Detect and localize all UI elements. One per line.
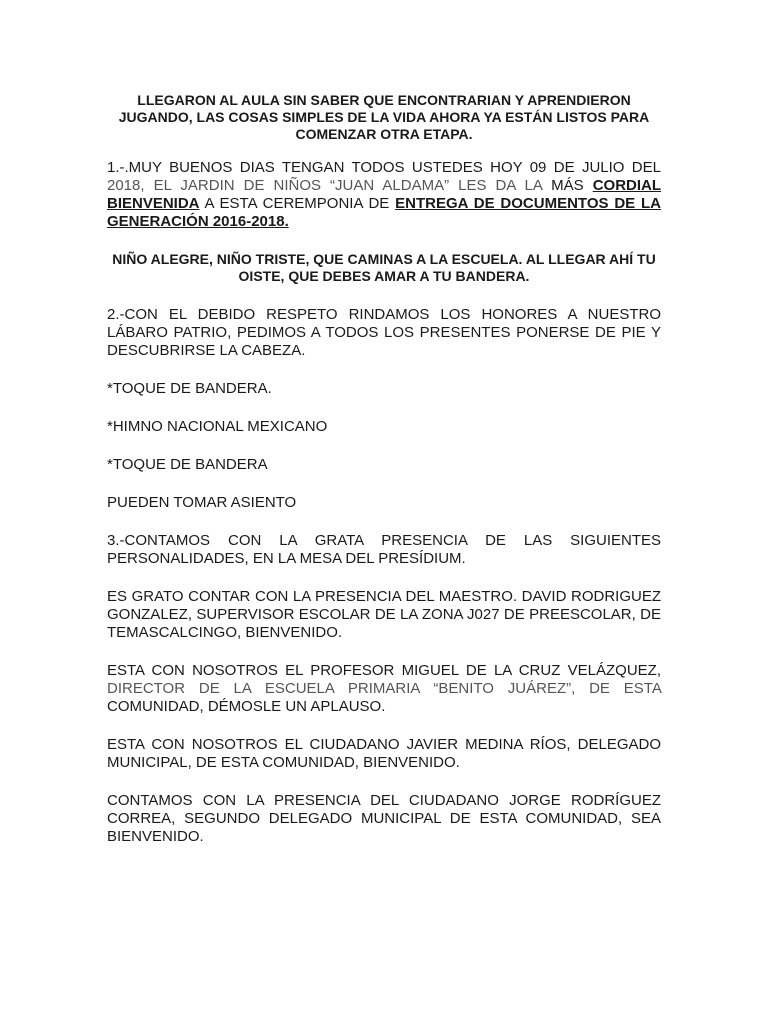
item-toque-bandera-2: *TOQUE DE BANDERA <box>107 456 268 473</box>
item-tomar-asiento: PUEDEN TOMAR ASIENTO <box>107 494 297 511</box>
paragraph-director <box>107 662 661 716</box>
item-toque-bandera-1: *TOQUE DE BANDERA. <box>107 380 272 397</box>
welcome-text-ceremonia: A ESTA CEREMPONIA DE <box>199 195 396 212</box>
director-text-start: ESTA CON NOSOTROS EL PROFESOR MIGUEL DE LA CRUZ VELÁZQUEZ, <box>107 662 661 679</box>
welcome-text-mas: MÁS <box>542 177 593 194</box>
paragraph-delegado: ESTA CON NOSOTROS EL CIUDADANO JAVIER MEDINA RÍOS, DELEGADO MUNICIPAL, DE ESTA COMUNIDAD, BIENVENIDO. <box>107 736 661 771</box>
welcome-text-start: 1.-.MUY BUENOS DIAS TENGAN TODOS USTEDES HOY 09 DE JULIO DEL <box>107 159 661 176</box>
welcome-text-gray: 2018, EL JARDIN DE NIÑOS “JUAN ALDAMA” LES DA LA <box>107 177 543 194</box>
item-himno-nacional: *HIMNO NACIONAL MEXICANO <box>107 418 328 435</box>
document-page <box>107 92 661 866</box>
welcome-emphasis-bienvenida: CORDIAL BIENVENIDA <box>107 177 662 212</box>
paragraph-segundo-delegado: CONTAMOS CON LA PRESENCIA DEL CIUDADANO JORGE RODRÍGUEZ CORREA, SEGUNDO DELEGADO MUNICIPAL DE ESTA COMUNIDAD, SEA BIENVENIDO. <box>107 792 661 845</box>
welcome-emphasis-entrega: ENTREGA DE DOCUMENTOS DE LA GENERACIÓN 2016-2018. <box>107 195 661 230</box>
paragraph-welcome <box>107 159 661 231</box>
paragraph-honores: 2.-CON EL DEBIDO RESPETO RINDAMOS LOS HONORES A NUESTRO LÁBARO PATRIO, PEDIMOS A TODOS LOS PRESENTES PONERSE DE PIE Y DESCUBRIRSE LA CABEZA. <box>107 306 661 359</box>
paragraph-supervisor: ES GRATO CONTAR CON LA PRESENCIA DEL MAESTRO. DAVID RODRIGUEZ GONZALEZ, SUPERVISOR ESCOLAR DE LA ZONA J027 DE PREESCOLAR, DE TEMASCALCINGO, BIENVENIDO. <box>107 588 661 641</box>
paragraph-presidium: 3.-CONTAMOS CON LA GRATA PRESENCIA DE LAS SIGUIENTES PERSONALIDADES, EN LA MESA DEL PRESÍDIUM. <box>107 532 661 567</box>
document-title: LLEGARON AL AULA SIN SABER QUE ENCONTRARIAN Y APRENDIERON JUGANDO, LAS COSAS SIMPLES DE LA VIDA AHORA YA ESTÁN LISTOS PARA COMENZAR OTRA ETAPA. <box>118 92 650 142</box>
verse-heading: NIÑO ALEGRE, NIÑO TRISTE, QUE CAMINAS A LA ESCUELA. AL LLEGAR AHÍ TU OISTE, QUE DEBES AMAR A TU BANDERA. <box>112 251 656 284</box>
director-text-end: COMUNIDAD, DÉMOSLE UN APLAUSO. <box>107 698 386 715</box>
director-text-gray: DIRECTOR DE LA ESCUELA PRIMARIA “BENITO JUÁREZ”, DE ESTA <box>107 680 661 697</box>
